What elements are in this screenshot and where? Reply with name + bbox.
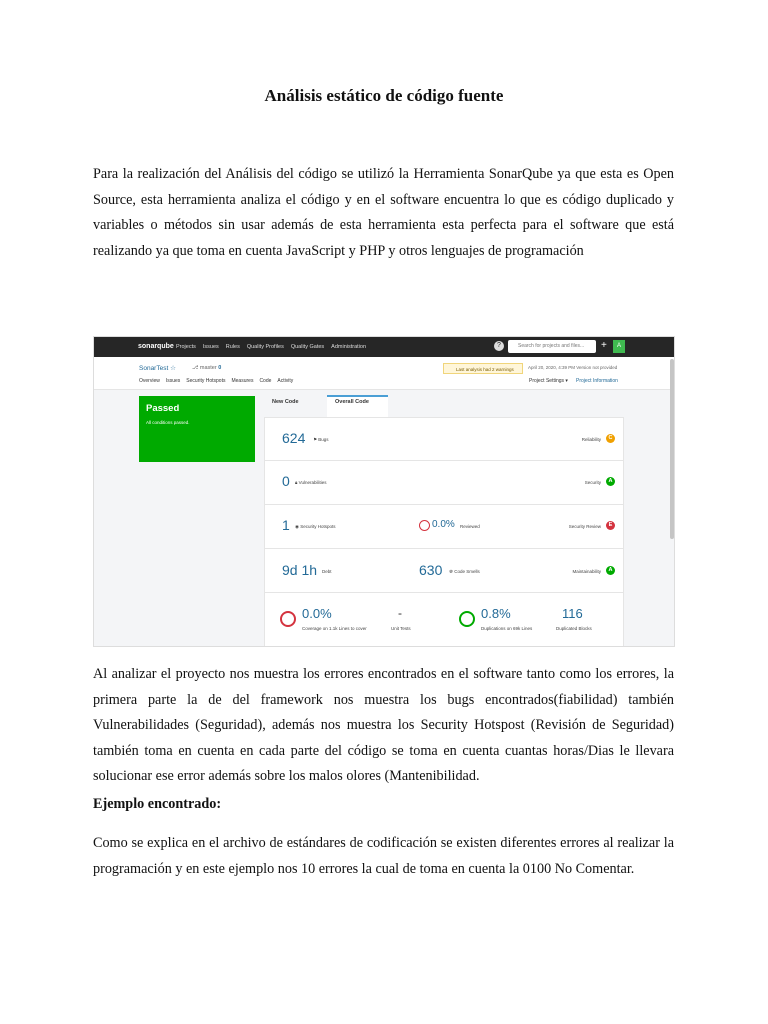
metric-row-coverage: [265, 592, 623, 647]
project-name[interactable]: SonarTest ☆: [139, 365, 176, 372]
avatar[interactable]: A: [613, 340, 625, 353]
coverage-value[interactable]: 0.0%: [302, 606, 332, 621]
metrics-panel: [264, 417, 624, 647]
nav-item-quality-gates[interactable]: Quality Gates: [290, 344, 325, 350]
code-smells-label-text: Code Smells: [454, 569, 480, 574]
project-tabs: [139, 378, 293, 384]
analysis-date: April 20, 2020, 4:39 PM Version not provided: [528, 365, 618, 370]
bugs-label: [313, 437, 329, 443]
tab-overview[interactable]: Overview: [139, 378, 160, 384]
paragraph-example: Como se explica en el archivo de estándares de codificación se existen diferentes errores al realizar la programación y en este ejemplo nos 10 errores la cual de toma en cuenta la 0100 No Comentar.: [93, 835, 674, 877]
branch-count: 0: [218, 365, 222, 371]
sonarqube-screenshot: [93, 336, 675, 647]
code-smells-value[interactable]: 630: [419, 562, 443, 578]
plus-icon[interactable]: +: [601, 340, 607, 351]
tab-code[interactable]: Code: [259, 378, 272, 384]
security-rating-badge[interactable]: A: [606, 477, 615, 486]
hotspots-value[interactable]: 1: [282, 517, 290, 533]
reviewed-label: Reviewed: [460, 524, 480, 529]
nav-menu: [176, 344, 366, 350]
reviewed-value[interactable]: 0.0%: [432, 519, 455, 530]
maintainability-label: Maintainability: [572, 569, 601, 574]
nav-item-issues[interactable]: Issues: [202, 344, 219, 350]
duplicated-blocks-value[interactable]: 116: [562, 606, 583, 621]
project-settings-menu[interactable]: Project Settings ▾: [529, 378, 568, 384]
metric-row-bugs: [265, 418, 623, 461]
project-header: [94, 357, 674, 390]
reliability-rating-badge[interactable]: C: [606, 434, 615, 443]
vulnerabilities-label: [295, 480, 327, 485]
duplications-ring-icon: [459, 611, 475, 627]
security-review-label: Security Review: [568, 524, 601, 529]
tab-issues[interactable]: Issues: [165, 378, 181, 384]
document-title: Análisis estático de código fuente: [264, 86, 504, 105]
duplicated-blocks-label: Duplicated Blocks: [556, 626, 592, 631]
reviewed-ring-icon: [419, 520, 430, 531]
nav-item-projects[interactable]: Projects: [176, 344, 196, 350]
scrollbar[interactable]: [670, 359, 674, 539]
tab-measures[interactable]: Measures: [231, 378, 254, 384]
analysis-warning[interactable]: Last analysis had 2 warnings: [443, 363, 523, 374]
project-information-link[interactable]: Project Information: [576, 378, 618, 384]
search-input[interactable]: Search for projects and files...: [508, 340, 596, 353]
hotspots-label: [295, 524, 335, 530]
tab-new-code[interactable]: New Code: [272, 399, 299, 405]
nav-item-quality-profiles[interactable]: Quality Profiles: [246, 344, 284, 350]
bugs-label-text: Bugs: [318, 437, 329, 442]
coverage-label: Coverage on 1.1k Lines to cover: [302, 626, 367, 631]
paragraph-analysis: Al analizar el proyecto nos muestra los errores encontrados en el software tanto como los errores, la primera parte la de del framework nos muestra los bugs encontrados(fiabilidad) también Vulnerabilidades (Seguridad), además nos muestra los Security Hotspost (Revisión de Seguridad) también toma en cuenta en cada parte del código se toma en cuenta cuantas horas/Dias le llevara solucionar ese error además sobre los malos olores (Mantenibilidad.: [93, 666, 674, 785]
section-heading: Ejemplo encontrado:: [93, 796, 222, 812]
lock-icon: 🔒︎: [295, 480, 299, 485]
quality-gate-note: All conditions passed.: [146, 420, 190, 425]
nav-item-rules[interactable]: Rules: [225, 344, 240, 350]
metric-row-vulnerabilities: [265, 460, 623, 505]
branch-selector[interactable]: ⎇ master 0: [192, 365, 222, 371]
debt-value[interactable]: 9d 1h: [282, 562, 318, 578]
quality-gate-card: [139, 396, 255, 462]
maintainability-rating-badge[interactable]: A: [606, 566, 615, 575]
unit-tests-label: Unit Tests: [391, 626, 411, 631]
sonarqube-navbar: [94, 337, 674, 357]
sonarqube-logo: sonarqube: [138, 343, 174, 350]
vulnerabilities-label-text: Vulnerabilities: [298, 480, 327, 485]
tab-overall-code[interactable]: Overall Code: [335, 399, 369, 405]
tab-activity[interactable]: Activity: [277, 378, 294, 384]
reliability-label: Reliability: [581, 437, 601, 442]
debt-label: Debt: [322, 569, 332, 574]
metric-row-maintainability: [265, 548, 623, 593]
security-review-rating-badge[interactable]: E: [606, 521, 615, 530]
hotspots-label-text: Security Hotspots: [300, 524, 336, 529]
nav-item-administration[interactable]: Administration: [331, 344, 367, 350]
duplications-label: Duplications on 69k Lines: [481, 626, 533, 631]
quality-gate-status: Passed: [146, 403, 180, 414]
duplications-value[interactable]: 0.8%: [481, 606, 511, 621]
branch-label: master: [199, 365, 217, 371]
unit-tests-value: -: [398, 606, 402, 620]
help-icon[interactable]: ?: [494, 341, 504, 351]
tab-security-hotspots[interactable]: Security Hotspots: [186, 378, 226, 384]
paragraph-intro: Para la realización del Análisis del código se utilizó la Herramienta SonarQube ya que esta es Open Source, esta herramienta analiza el código y en el software encuentra lo que es código duplicado y variables o métodos sin usar además de esta herramienta esta perfecta para el software que está realizando ya que toma en cuenta JavaScript y PHP y otros lenguajes de programación: [93, 166, 674, 259]
bug-icon: ⚑: [313, 437, 319, 442]
shield-icon: ◉: [295, 524, 301, 529]
code-smells-label: [449, 569, 480, 575]
bugs-value[interactable]: 624: [282, 430, 306, 446]
metric-row-hotspots: [265, 504, 623, 549]
vulnerabilities-value[interactable]: 0: [282, 473, 290, 489]
coverage-ring-icon: [280, 611, 296, 627]
security-label: Security: [584, 480, 601, 485]
smell-icon: ☢︎: [449, 569, 455, 574]
